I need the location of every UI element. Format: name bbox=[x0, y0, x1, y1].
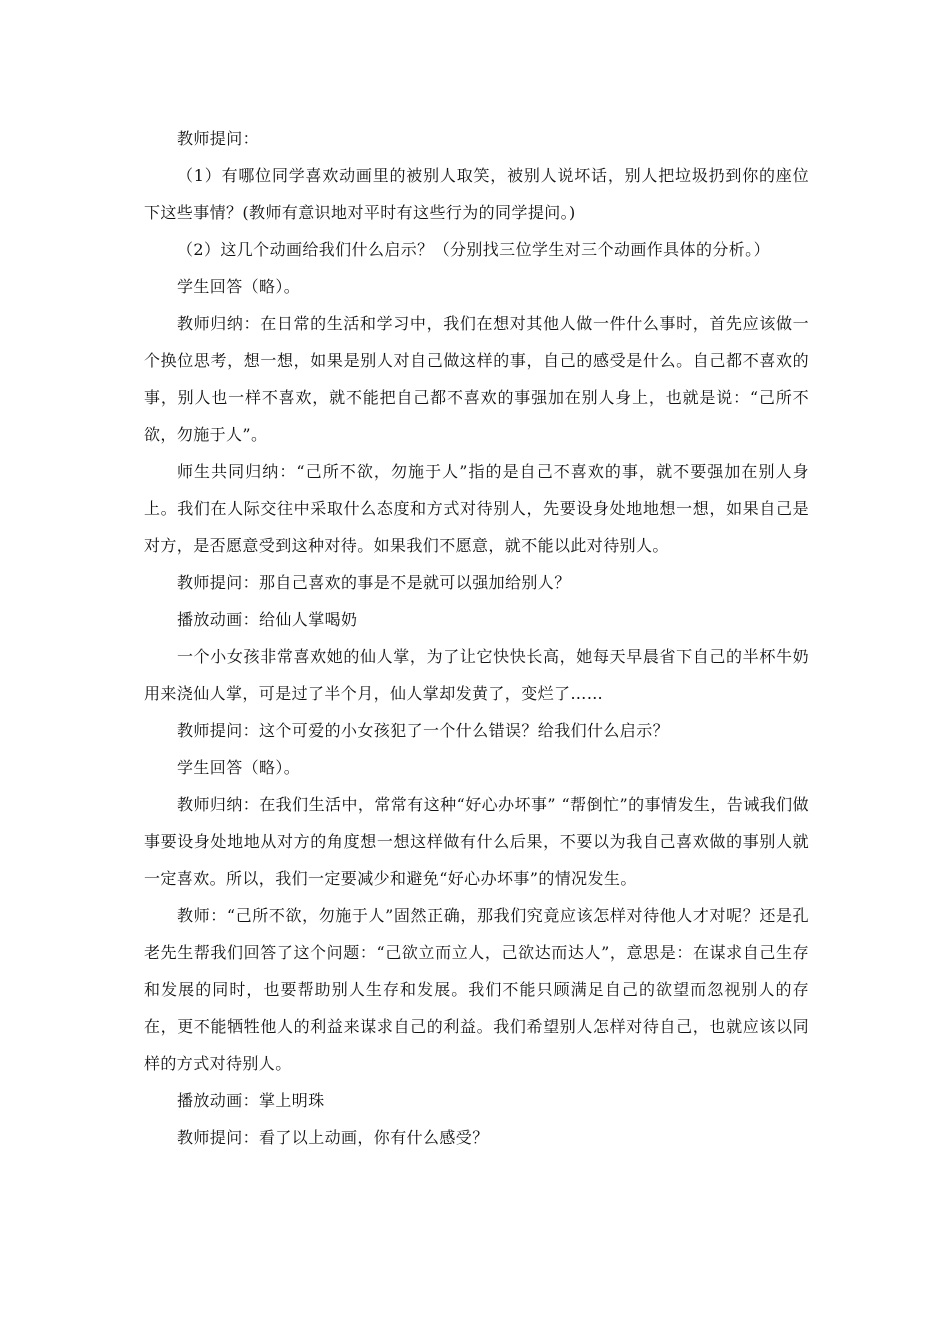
paragraph-question-item-1: （1）有哪位同学喜欢动画里的被别人取笑，被别人说坏话，别人把垃圾扔到你的座位下这些事情？(教师有意识地对平时有这些行为的同学提问。) bbox=[144, 166, 809, 222]
paragraph-joint-summary: 师生共同归纳：“己所不欲，勿施于人”指的是自己不喜欢的事，就不要强加在别人身上。我们在人际交往中采取什么态度和方式对待别人，先要设身处地地想一想，如果自己是对方，是否愿意受到这种对待。如果我们不愿意，就不能以此对待别人。 bbox=[144, 462, 809, 555]
paragraph-cactus-story: 一个小女孩非常喜欢她的仙人掌，为了让它快快长高，她每天早晨省下自己的半杯牛奶用来浇仙人掌，可是过了半个月，仙人掌却发黄了，变烂了…… bbox=[144, 647, 809, 703]
paragraph-play-animation-2: 播放动画：掌上明珠 bbox=[177, 1091, 325, 1110]
paragraph-teacher-explanation: 教师：“己所不欲，勿施于人”固然正确，那我们究竟应该怎样对待他人才对呢？还是孔老先生帮我们回答了这个问题：“己欲立而立人，己欲达而达人”，意思是：在谋求自己生存和发展的同时，也要帮助别人生存和发展。我们不能只顾满足自己的欲望而忽视别人的存在，更不能牺牲他人的利益来谋求自己的利益。我们希望别人怎样对待自己，也就应该以同样的方式对待别人。 bbox=[144, 906, 809, 1073]
paragraph-play-animation-1: 播放动画：给仙人掌喝奶 bbox=[177, 610, 358, 629]
paragraph-teacher-question-3: 教师提问：这个可爱的小女孩犯了一个什么错误？给我们什么启示？ bbox=[177, 721, 670, 740]
paragraph-student-answer-2: 学生回答（略）。 bbox=[177, 758, 301, 777]
paragraph-teacher-summary-2: 教师归纳：在我们生活中，常常有这种“好心办坏事” “帮倒忙”的事情发生，告诫我们做事要设身处地地从对方的角度想一想这样做有什么后果，不要以为我自己喜欢做的事别人就一定喜欢。所以，我们一定要减少和避免“好心办坏事”的情况发生。 bbox=[144, 795, 809, 888]
paragraph-teacher-question-4: 教师提问：看了以上动画，你有什么感受？ bbox=[177, 1128, 489, 1147]
document-body bbox=[144, 120, 809, 1156]
paragraph-teacher-question-1: 教师提问： bbox=[177, 129, 260, 148]
paragraph-student-answer-1: 学生回答（略）。 bbox=[177, 277, 301, 296]
paragraph-teacher-summary-1: 教师归纳：在日常的生活和学习中，我们在想对其他人做一件什么事时，首先应该做一个换位思考，想一想，如果是别人对自己做这样的事，自己的感受是什么。自己都不喜欢的事，别人也一样不喜欢，就不能把自己都不喜欢的事强加在别人身上，也就是说：“己所不欲，勿施于人”。 bbox=[144, 314, 809, 444]
paragraph-teacher-question-2: 教师提问：那自己喜欢的事是不是就可以强加给别人？ bbox=[177, 573, 571, 592]
paragraph-question-item-2: （2）这几个动画给我们什么启示？（分别找三位学生对三个动画作具体的分析。） bbox=[177, 240, 770, 259]
